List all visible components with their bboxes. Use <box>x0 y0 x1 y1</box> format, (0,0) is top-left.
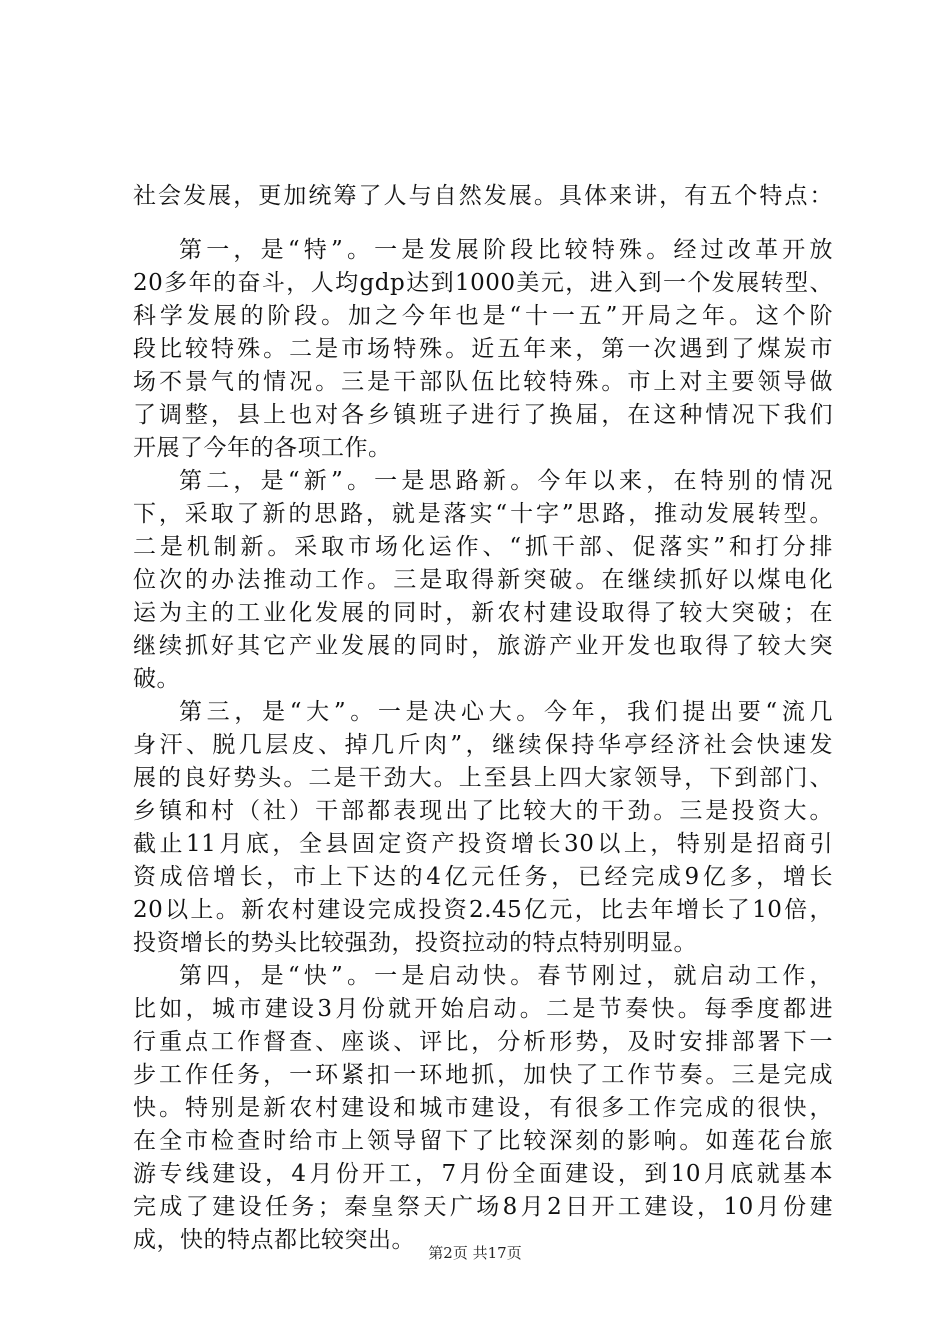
paragraph-line: 开展了今年的各项工作。 <box>133 435 392 461</box>
paragraph-line: 20多年的奋斗，人均gdp达到1000美元，进入到一个发展转型、 <box>133 270 833 296</box>
paragraph-line: 资成倍增长，市上下达的4亿元任务，已经完成9亿多，增长 <box>133 864 833 890</box>
paragraph-line: 第四，是“快”。一是启动快。春节刚过，就启动工作， <box>179 963 833 989</box>
paragraph-line: 完成了建设任务；秦皇祭天广场8月2日开工建设，10月份建 <box>133 1194 833 1220</box>
paragraph-line: 20以上。新农村建设完成投资2.45亿元，比去年增长了10倍， <box>133 897 833 923</box>
paragraph-line: 身汗、脱几层皮、掉几斤肉”，继续保持华亭经济社会快速发 <box>133 732 833 758</box>
paragraph-line: 成，快的特点都比较突出。 <box>133 1227 415 1253</box>
paragraph-line: 运为主的工业化发展的同时，新农村建设取得了较大突破；在 <box>133 600 833 626</box>
paragraph-line: 了调整，县上也对各乡镇班子进行了换届，在这种情况下我们 <box>133 402 833 428</box>
intro-line: 社会发展，更加统筹了人与自然发展。具体来讲，有五个特点： <box>133 183 833 209</box>
paragraph-line: 截止11月底，全县固定资产投资增长30以上，特别是招商引 <box>133 831 833 857</box>
paragraph-line: 科学发展的阶段。加之今年也是“十一五”开局之年。这个阶 <box>133 303 833 329</box>
paragraph-line: 游专线建设，4月份开工，7月份全面建设，到10月底就基本 <box>133 1161 833 1187</box>
paragraph-line: 段比较特殊。二是市场特殊。近五年来，第一次遇到了煤炭市 <box>133 336 833 362</box>
paragraph-line: 位次的办法推动工作。三是取得新突破。在继续抓好以煤电化 <box>133 567 833 593</box>
paragraph-line: 在全市检查时给市上领导留下了比较深刻的影响。如莲花台旅 <box>133 1128 833 1154</box>
paragraph-line: 下，采取了新的思路，就是落实“十字”思路，推动发展转型。 <box>133 501 833 527</box>
paragraph-line: 比如，城市建设3月份就开始启动。二是节奏快。每季度都进 <box>133 996 833 1022</box>
paragraph-line: 展的良好势头。二是干劲大。上至县上四大家领导，下到部门、 <box>133 765 833 791</box>
paragraph-line: 二是机制新。采取市场化运作、“抓干部、促落实”和打分排 <box>133 534 833 560</box>
paragraph-line: 投资增长的势头比较强劲，投资拉动的特点特别明显。 <box>133 930 697 956</box>
paragraph-line: 步工作任务，一环紧扣一环地抓，加快了工作节奏。三是完成 <box>133 1062 833 1088</box>
paragraph-line: 第一，是“特”。一是发展阶段比较特殊。经过改革开放 <box>179 237 833 263</box>
paragraph-line: 行重点工作督查、座谈、评比，分析形势，及时安排部署下一 <box>133 1029 833 1055</box>
paragraph-line: 继续抓好其它产业发展的同时，旅游产业开发也取得了较大突 <box>133 633 833 659</box>
page-number: 第2页 共17页 <box>428 1244 522 1262</box>
paragraph-line: 第二，是“新”。一是思路新。今年以来，在特别的情况 <box>179 468 833 494</box>
paragraph-line: 乡镇和村（社）干部都表现出了比较大的干劲。三是投资大。 <box>133 798 833 824</box>
paragraph-line: 破。 <box>133 666 180 692</box>
paragraph-line: 第三，是“大”。一是决心大。今年，我们提出要“流几 <box>179 699 833 725</box>
paragraph-line: 场不景气的情况。三是干部队伍比较特殊。市上对主要领导做 <box>133 369 833 395</box>
paragraph-line: 快。特别是新农村建设和城市建设，有很多工作完成的很快， <box>133 1095 833 1121</box>
